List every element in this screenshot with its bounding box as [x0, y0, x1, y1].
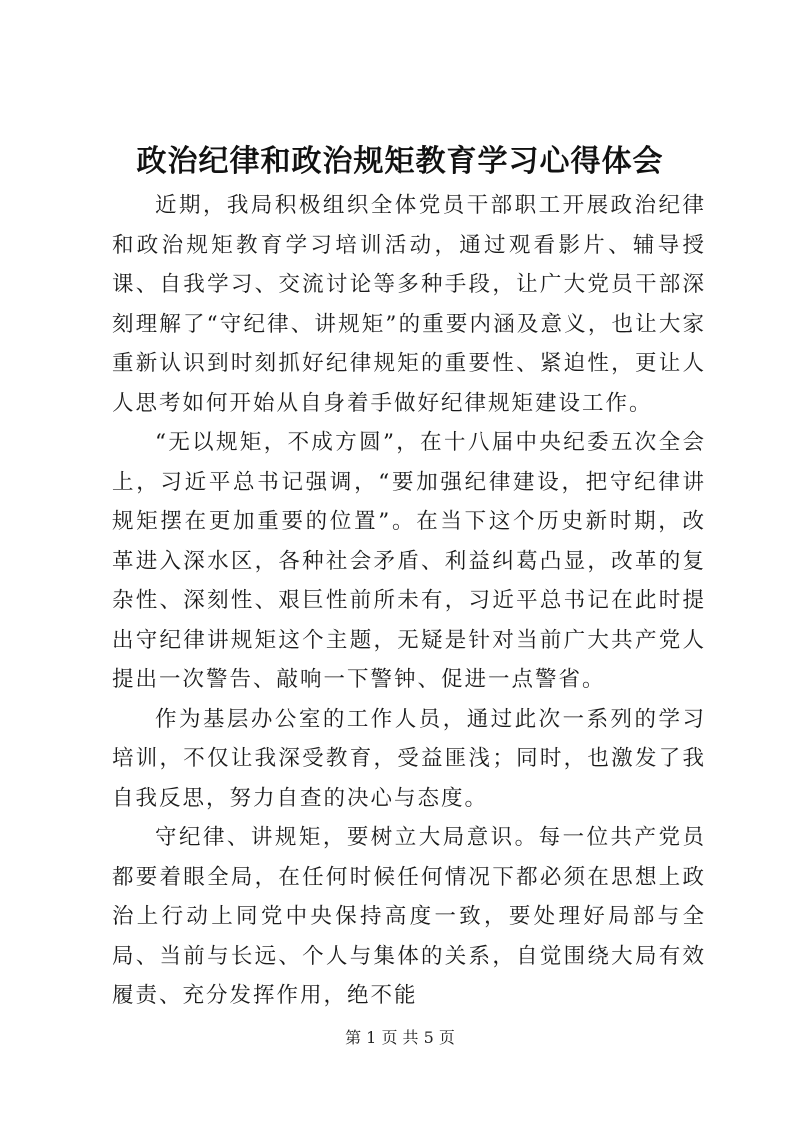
page-number-footer: 第 1 页 共 5 页 — [345, 1028, 455, 1047]
paragraph-1: 近期，我局积极组织全体党员干部职工开展政治纪律和政治规矩教育学习培训活动，通过观看影片、辅导授课、自我学习、交流讨论等多种手段，让广大党员干部深刻理解了“守纪律、讲规矩”的重要内涵及意义，也让大家重新认识到时刻抓好纪律规矩的重要性、紧迫性，更让人人思考如何开始从自身着手做好纪律规矩建设工作。 — [112, 193, 706, 416]
document-body — [112, 186, 706, 1016]
paragraph-3: 作为基层办公室的工作人员，通过此次一系列的学习培训，不仅让我深受教育，受益匪浅；同时，也激发了我自我反思，努力自查的决心与态度。 — [112, 706, 706, 811]
document-title: 政治纪律和政治规矩教育学习心得体会 — [136, 144, 664, 179]
paragraph-2: “无以规矩，不成方圆”，在十八届中央纪委五次全会上，习近平总书记强调，“要加强纪律建设，把守纪律讲规矩摆在更加重要的位置”。在当下这个历史新时期，改革进入深水区，各种社会矛盾、利益纠葛凸显，改革的复杂性、深刻性、艰巨性前所未有，习近平总书记在此时提出守纪律讲规矩这个主题，无疑是针对当前广大共产党人提出一次警告、敲响一下警钟、促进一点警省。 — [112, 430, 706, 692]
paragraph-4: 守纪律、讲规矩，要树立大局意识。每一位共产党员都要着眼全局，在任何时候任何情况下都必须在思想上政治上行动上同党中央保持高度一致，要处理好局部与全局、当前与长远、个人与集体的关系，自觉围绕大局有效履责、充分发挥作用，绝不能 — [112, 825, 706, 1008]
